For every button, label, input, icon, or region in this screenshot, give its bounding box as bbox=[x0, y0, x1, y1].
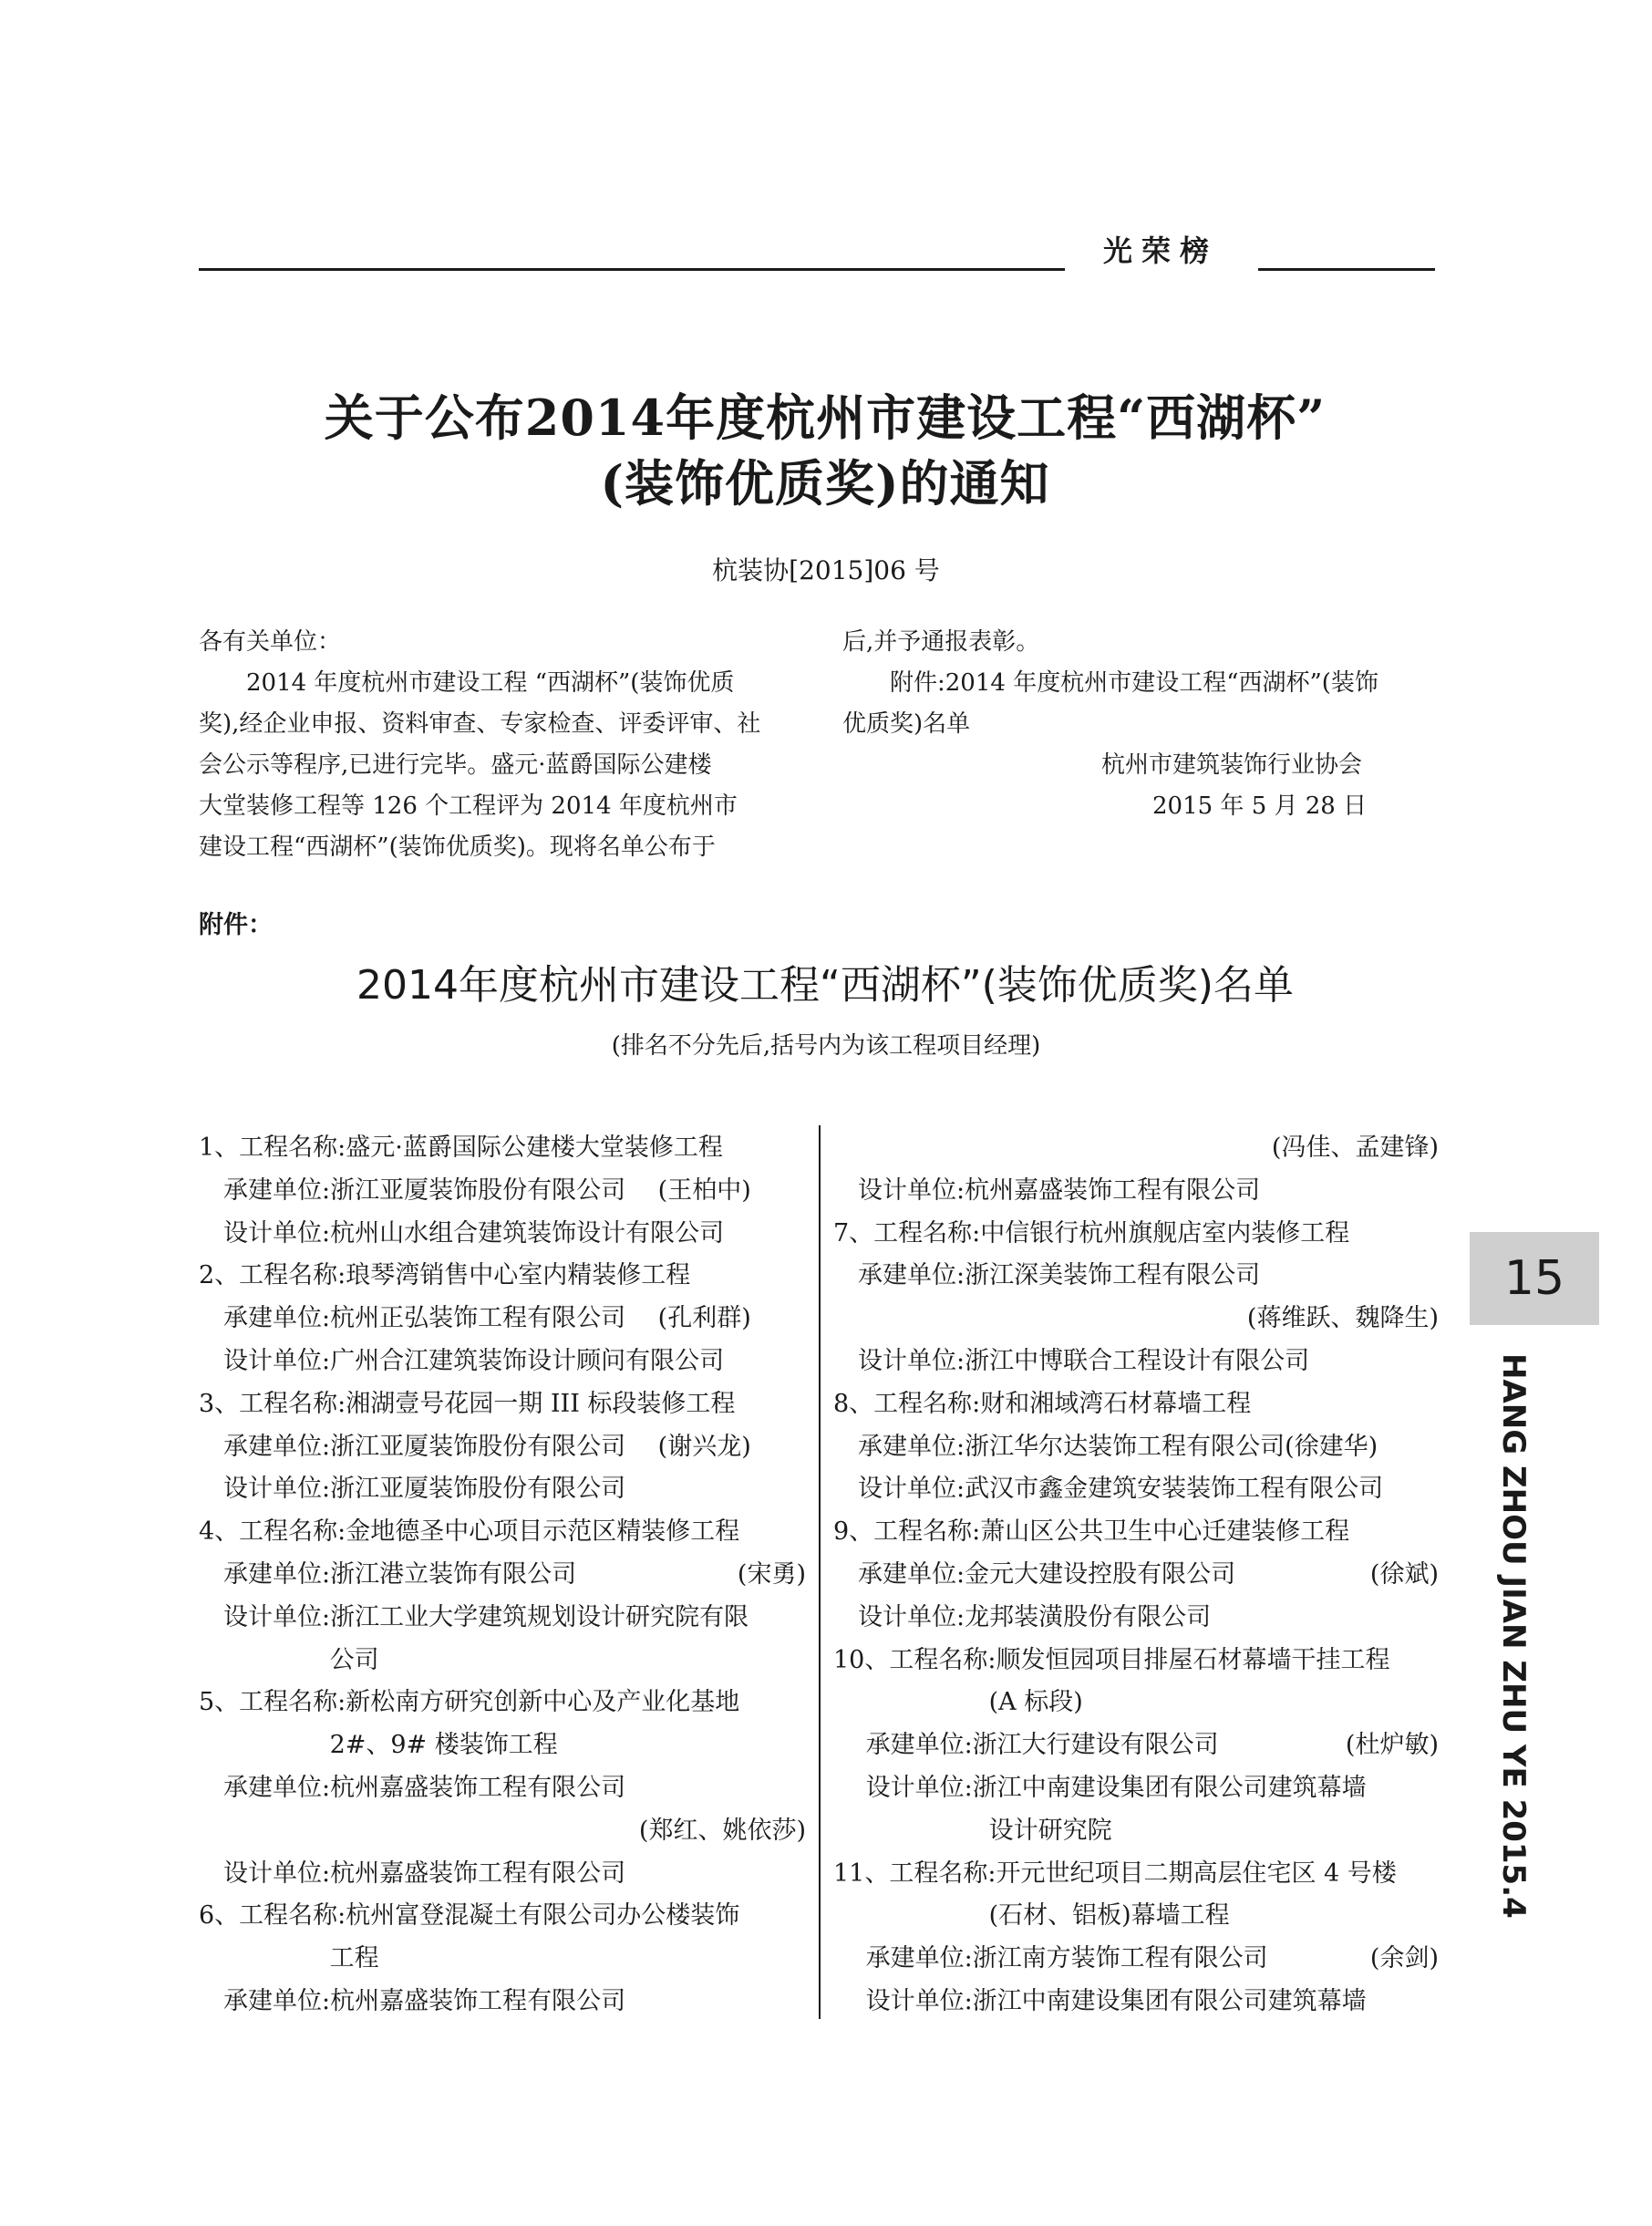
award-list-line: 设计单位:广州合江建筑装饰设计顾问有限公司 bbox=[199, 1347, 725, 1375]
award-list-line: 7、工程名称:中信银行杭州旗舰店室内装修工程 bbox=[833, 1218, 1350, 1248]
award-list-line: 5、工程名称:新松南方研究创新中心及产业化基地 bbox=[199, 1688, 740, 1717]
award-list-line: 2#、9# 楼装饰工程 bbox=[199, 1731, 558, 1760]
award-list-line: 设计单位:龙邦装潢股份有限公司 bbox=[833, 1602, 1212, 1631]
award-list-line: 设计单位:浙江亚厦装饰股份有限公司 bbox=[199, 1475, 626, 1504]
notice-line: 建设工程“西湖杯”(装饰优质奖)。现将名单公布于 bbox=[199, 833, 716, 861]
notice-line: 大堂装修工程等 126 个工程评为 2014 年度杭州市 bbox=[199, 792, 738, 820]
notice-line: 附件:2014 年度杭州市建设工程“西湖杯”(装饰 bbox=[842, 669, 1378, 697]
award-list-line: 承建单位:浙江南方装饰工程有限公司 bbox=[833, 1944, 1268, 1973]
notice-line: 2014 年度杭州市建设工程 “西湖杯”(装饰优质 bbox=[199, 669, 735, 697]
annex-subtitle: (排名不分先后,括号内为该工程项目经理) bbox=[611, 1032, 1041, 1060]
notice-line: 奖),经企业申报、资料审查、专家检查、评委评审、社 bbox=[199, 710, 761, 738]
award-list-line: 10、工程名称:顺发恒园项目排屋石材幕墙干挂工程 bbox=[833, 1645, 1390, 1674]
award-list-line: 设计研究院 bbox=[833, 1816, 1112, 1845]
award-list-line: 4、工程名称:金地德圣中心项目示范区精装修工程 bbox=[199, 1517, 740, 1547]
award-list-line: 工程 bbox=[199, 1944, 379, 1973]
award-list-line: 设计单位:武汉市鑫金建筑安装装饰工程有限公司 bbox=[833, 1475, 1384, 1504]
award-list-line: 3、工程名称:湘湖壹号花园一期 III 标段装修工程 bbox=[199, 1389, 736, 1418]
award-list-line: 11、工程名称:开元世纪项目二期高层住宅区 4 号楼 bbox=[833, 1858, 1397, 1888]
award-list-line: 承建单位:杭州正弘装饰工程有限公司 (孔利群) bbox=[199, 1304, 751, 1333]
award-list-line: 8、工程名称:财和湘域湾石材幕墙工程 bbox=[833, 1389, 1252, 1418]
award-list-line: 承建单位:浙江亚厦装饰股份有限公司 (王柏中) bbox=[199, 1175, 751, 1205]
award-list-line: 2、工程名称:琅琴湾销售中心室内精装修工程 bbox=[199, 1261, 691, 1290]
header-rule-left bbox=[199, 268, 1065, 271]
column-divider bbox=[819, 1125, 821, 2019]
signature-org: 杭州市建筑装饰行业协会 bbox=[1101, 751, 1363, 779]
doc-number: 杭装协[2015]06 号 bbox=[712, 555, 940, 585]
award-list-line: (石材、铝板)幕墙工程 bbox=[833, 1901, 1230, 1931]
project-manager: (宋勇) bbox=[737, 1560, 806, 1589]
notice-line: 优质奖)名单 bbox=[842, 710, 971, 738]
award-list-line: 承建单位:杭州嘉盛装饰工程有限公司 bbox=[199, 1987, 626, 2015]
project-manager: (郑红、姚依莎) bbox=[638, 1816, 806, 1845]
project-manager: (余剑) bbox=[1369, 1944, 1439, 1973]
award-list-line: (A 标段) bbox=[833, 1688, 1083, 1717]
annex-title: 2014年度杭州市建设工程“西湖杯”(装饰优质奖)名单 bbox=[356, 962, 1294, 1009]
annex-label: 附件： bbox=[199, 911, 273, 939]
signature-date: 2015 年 5 月 28 日 bbox=[1152, 792, 1368, 820]
notice-title-line2: (装饰优质奖)的通知 bbox=[600, 454, 1050, 512]
award-list-line: 设计单位:浙江工业大学建筑规划设计研究院有限 bbox=[199, 1602, 749, 1631]
notice-line: 各有关单位： bbox=[199, 628, 342, 656]
project-manager: (蒋维跃、魏降生) bbox=[1246, 1304, 1439, 1333]
project-manager: (杜炉敏) bbox=[1345, 1731, 1439, 1760]
section-tag: 光荣榜 bbox=[1065, 224, 1256, 277]
notice-title-line1: 关于公布2014年度杭州市建设工程“西湖杯” bbox=[324, 388, 1327, 447]
award-list-line: 设计单位:杭州嘉盛装饰工程有限公司 bbox=[199, 1858, 626, 1888]
award-list-line: 设计单位:杭州嘉盛装饰工程有限公司 bbox=[833, 1175, 1261, 1205]
award-list-line: 承建单位:浙江华尔达装饰工程有限公司(徐建华) bbox=[833, 1432, 1378, 1461]
project-manager: (冯佳、孟建锋) bbox=[1271, 1134, 1439, 1162]
award-list-line: 设计单位:浙江中博联合工程设计有限公司 bbox=[833, 1347, 1310, 1375]
award-list-line: 承建单位:浙江深美装饰工程有限公司 bbox=[833, 1261, 1261, 1290]
header-rule-right bbox=[1258, 268, 1435, 271]
award-list-line: 承建单位:金元大建设控股有限公司 bbox=[833, 1560, 1236, 1589]
notice-line: 会公示等程序,已进行完毕。盛元·蓝爵国际公建楼 bbox=[199, 751, 712, 779]
award-list-line: 1、工程名称:盛元·蓝爵国际公建楼大堂装修工程 bbox=[199, 1134, 723, 1162]
page-number: 15 bbox=[1470, 1232, 1599, 1325]
award-list-line: 承建单位:浙江港立装饰有限公司 bbox=[199, 1560, 577, 1589]
award-list-line: 承建单位:浙江亚厦装饰股份有限公司 (谢兴龙) bbox=[199, 1432, 751, 1461]
award-list-line: 9、工程名称:萧山区公共卫生中心迁建装修工程 bbox=[833, 1517, 1350, 1547]
award-list-line: 公司 bbox=[199, 1645, 379, 1674]
notice-line: 后,并予通报表彰。 bbox=[842, 628, 1040, 656]
project-manager: (徐斌) bbox=[1369, 1560, 1439, 1589]
award-list-line: 设计单位:杭州山水组合建筑装饰设计有限公司 bbox=[199, 1218, 725, 1248]
award-list-line: 6、工程名称:杭州富登混凝土有限公司办公楼装饰 bbox=[199, 1901, 740, 1931]
award-list-line: 承建单位:杭州嘉盛装饰工程有限公司 bbox=[199, 1774, 626, 1802]
award-list-line: 设计单位:浙江中南建设集团有限公司建筑幕墙 bbox=[833, 1987, 1367, 2015]
journal-side-text: HANG ZHOU JIAN ZHU YE 2015.4 bbox=[1495, 1353, 1532, 1919]
award-list-line: 承建单位:浙江大行建设有限公司 bbox=[833, 1731, 1219, 1760]
award-list-line: 设计单位:浙江中南建设集团有限公司建筑幕墙 bbox=[833, 1774, 1367, 1802]
